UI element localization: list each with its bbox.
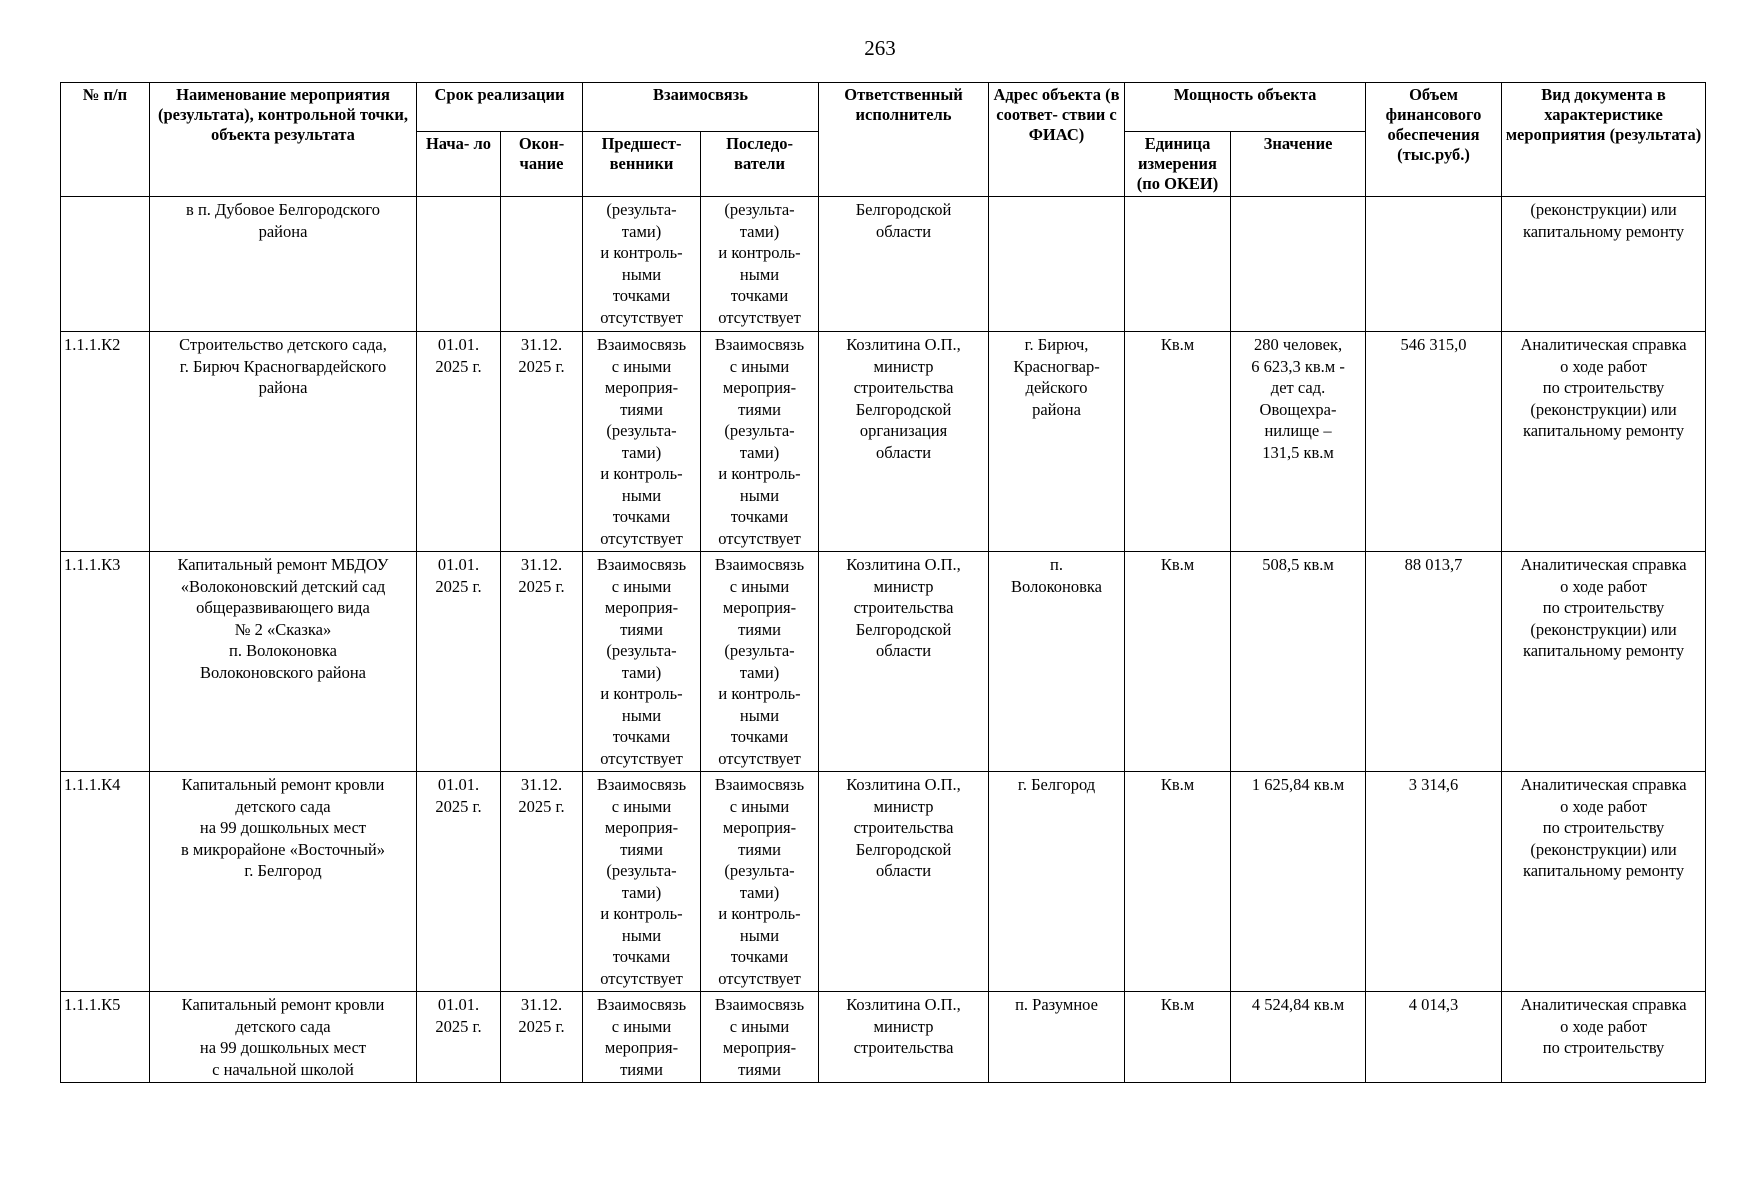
cell-num: 1.1.1.К2 <box>61 332 150 552</box>
cell-succ: Взаимосвязь с иными мероприя- тиями (результа- тами) и контроль- ными точками отсутствует <box>701 772 819 992</box>
header-start: Нача- ло <box>417 132 501 197</box>
cell-num: 1.1.1.К3 <box>61 552 150 772</box>
cell-responsible: Козлитина О.П., министр строительства <box>819 992 989 1083</box>
header-pred: Предшест- венники <box>583 132 701 197</box>
cell-pred: Взаимосвязь с иными мероприя- тиями <box>583 992 701 1083</box>
table-row <box>61 332 1706 552</box>
cell-start: 01.01. 2025 г. <box>417 332 501 552</box>
cell-doc: (реконструкции) или капитальному ремонту <box>1502 197 1706 332</box>
cell-pred: Взаимосвязь с иными мероприя- тиями (результа- тами) и контроль- ными точками отсутствует <box>583 772 701 992</box>
table-row <box>61 197 1706 332</box>
cell-value: 508,5 кв.м <box>1231 552 1366 772</box>
cell-doc: Аналитическая справка о ходе работ по строительству <box>1502 992 1706 1083</box>
cell-unit: Кв.м <box>1125 332 1231 552</box>
cell-doc: Аналитическая справка о ходе работ по строительству (реконструкции) или капитальному ремонту <box>1502 332 1706 552</box>
cell-address: п. Волоконовка <box>989 552 1125 772</box>
cell-address: г. Бирюч, Красногвар- дейского района <box>989 332 1125 552</box>
cell-start <box>417 197 501 332</box>
table-header <box>61 83 1706 197</box>
header-value: Значение <box>1231 132 1366 197</box>
cell-unit: Кв.м <box>1125 772 1231 992</box>
cell-value <box>1231 197 1366 332</box>
cell-name: Строительство детского сада, г. Бирюч Красногвардейского района <box>150 332 417 552</box>
cell-name: Капитальный ремонт кровли детского сада на 99 дошкольных мест с начальной школой <box>150 992 417 1083</box>
cell-succ: Взаимосвязь с иными мероприя- тиями <box>701 992 819 1083</box>
header-unit: Единица измерения (по ОКЕИ) <box>1125 132 1231 197</box>
header-num: № п/п <box>61 83 150 197</box>
header-finance: Объем финансового обеспечения (тыс.руб.) <box>1366 83 1502 197</box>
cell-finance: 88 013,7 <box>1366 552 1502 772</box>
cell-num: 1.1.1.К5 <box>61 992 150 1083</box>
cell-start: 01.01. 2025 г. <box>417 992 501 1083</box>
cell-end: 31.12. 2025 г. <box>501 332 583 552</box>
cell-succ: (результа- тами) и контроль- ными точками отсутствует <box>701 197 819 332</box>
cell-succ: Взаимосвязь с иными мероприя- тиями (результа- тами) и контроль- ными точками отсутствует <box>701 332 819 552</box>
cell-start: 01.01. 2025 г. <box>417 552 501 772</box>
page-number: 263 <box>864 36 896 60</box>
cell-succ: Взаимосвязь с иными мероприя- тиями (результа- тами) и контроль- ными точками отсутствует <box>701 552 819 772</box>
cell-address: г. Белгород <box>989 772 1125 992</box>
header-relation: Взаимосвязь <box>583 83 819 132</box>
header-end: Окон- чание <box>501 132 583 197</box>
header-name: Наименование мероприятия (результата), контрольной точки, объекта результата <box>150 83 417 197</box>
header-succ: Последо- ватели <box>701 132 819 197</box>
table-body <box>61 197 1706 1083</box>
cell-pred: Взаимосвязь с иными мероприя- тиями (результа- тами) и контроль- ными точками отсутствует <box>583 332 701 552</box>
header-address: Адрес объекта (в соответ- ствии с ФИАС) <box>989 83 1125 197</box>
cell-finance: 4 014,3 <box>1366 992 1502 1083</box>
cell-name: Капитальный ремонт кровли детского сада на 99 дошкольных мест в микрорайоне «Восточный» г. Белгород <box>150 772 417 992</box>
cell-doc: Аналитическая справка о ходе работ по строительству (реконструкции) или капитальному ремонту <box>1502 552 1706 772</box>
cell-end: 31.12. 2025 г. <box>501 772 583 992</box>
cell-start: 01.01. 2025 г. <box>417 772 501 992</box>
cell-value: 280 человек, 6 623,3 кв.м - дет сад. Овощехра- нилище – 131,5 кв.м <box>1231 332 1366 552</box>
cell-responsible: Козлитина О.П., министр строительства Белгородской области <box>819 772 989 992</box>
cell-finance <box>1366 197 1502 332</box>
cell-end: 31.12. 2025 г. <box>501 992 583 1083</box>
header-term: Срок реализации <box>417 83 583 132</box>
cell-finance: 3 314,6 <box>1366 772 1502 992</box>
table-row <box>61 772 1706 992</box>
cell-address <box>989 197 1125 332</box>
cell-num: 1.1.1.К4 <box>61 772 150 992</box>
table-row <box>61 992 1706 1083</box>
cell-unit: Кв.м <box>1125 552 1231 772</box>
header-responsible: Ответственный исполнитель <box>819 83 989 197</box>
cell-address: п. Разумное <box>989 992 1125 1083</box>
cell-pred: Взаимосвязь с иными мероприя- тиями (результа- тами) и контроль- ными точками отсутствует <box>583 552 701 772</box>
cell-num <box>61 197 150 332</box>
cell-end <box>501 197 583 332</box>
cell-responsible: Козлитина О.П., министр строительства Белгородской области <box>819 552 989 772</box>
cell-end: 31.12. 2025 г. <box>501 552 583 772</box>
cell-responsible: Белгородской области <box>819 197 989 332</box>
cell-unit: Кв.м <box>1125 992 1231 1083</box>
cell-finance: 546 315,0 <box>1366 332 1502 552</box>
cell-responsible: Козлитина О.П., министр строительства Белгородской организация области <box>819 332 989 552</box>
table-row <box>61 552 1706 772</box>
header-capacity: Мощность объекта <box>1125 83 1366 132</box>
cell-name: Капитальный ремонт МБДОУ «Волоконовский детский сад общеразвивающего вида № 2 «Сказка» п. Волоконовка Волоконовского района <box>150 552 417 772</box>
cell-value: 1 625,84 кв.м <box>1231 772 1366 992</box>
cell-pred: (результа- тами) и контроль- ными точками отсутствует <box>583 197 701 332</box>
cell-value: 4 524,84 кв.м <box>1231 992 1366 1083</box>
cell-doc: Аналитическая справка о ходе работ по строительству (реконструкции) или капитальному ремонту <box>1502 772 1706 992</box>
header-doc: Вид документа в характеристике мероприятия (результата) <box>1502 83 1706 197</box>
cell-name: в п. Дубовое Белгородского района <box>150 197 417 332</box>
events-table <box>60 82 1706 1083</box>
cell-unit <box>1125 197 1231 332</box>
